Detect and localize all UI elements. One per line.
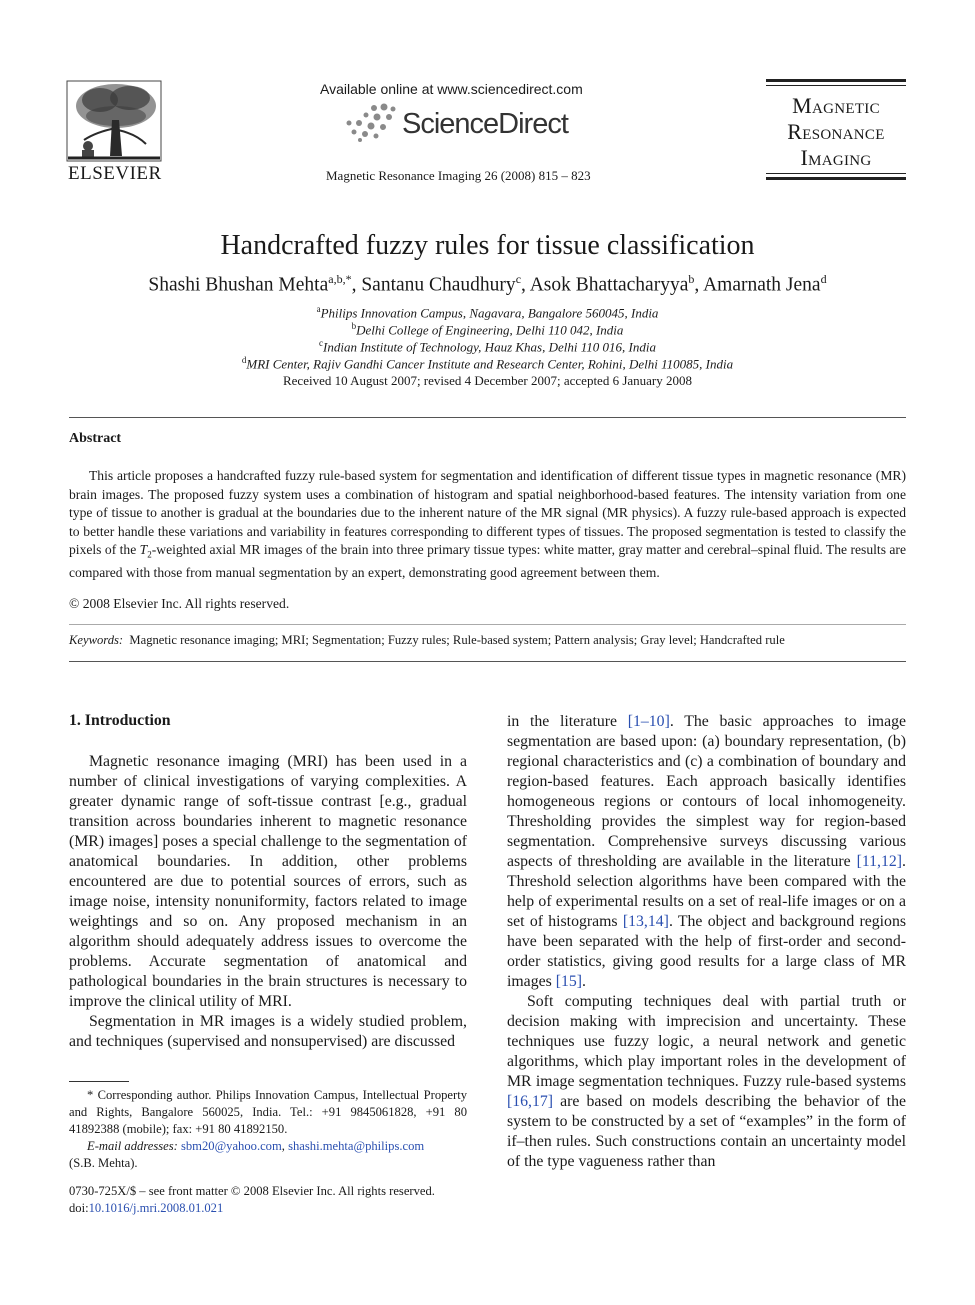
author-list: Shashi Bhushan Mehta$^{a,b,*}$, Santanu Chaudhury$^c$, Asok Bhattacharyya$^b$, Amarnath Jena$^d$ [148,272,827,296]
paragraph-text: . The basic approaches to image segmentation are based upon: (a) boundary representation, (b) regional characteristics and (c) a combination of boundary and region-based features. Each approach basically identifies homogeneous regions or contours of local inhomogeneity. Thresholding provides the simplest way for region-based segmentation. Comprehensive surveys discussing various aspects of thresholding are available in the literature [507,713,906,870]
front-matter [69,1183,435,1217]
received-dates: Received 10 August 2007; revised 4 December 2007; accepted 6 January 2008 [282,373,693,388]
affiliation-mark: d [241,355,247,365]
affiliation-text: Delhi College of Engineering, Delhi 110 042, India [356,322,624,338]
abstract-heading: Abstract [69,431,122,446]
abstract-copyright: © 2008 Elsevier Inc. All rights reserved. [69,596,290,611]
email-link[interactable]: sbm20@yahoo.com [180,1139,282,1153]
divider [69,417,906,418]
author-marks: b [688,272,695,286]
paragraph-text: . [582,973,586,990]
paragraph-text: in the literature [507,713,628,730]
footnote [69,1087,467,1172]
divider [69,661,906,662]
email-owner: (S.B. Mehta). [69,1156,138,1170]
journal-logo-line: Imaging [800,145,872,170]
email-line [69,1138,467,1155]
keywords [69,633,785,648]
publisher-name: ELSEVIER [68,163,162,184]
journal-logo [766,79,906,180]
journal-logo-line: Magnetic [792,93,880,118]
paragraph-text: . Threshold selection algorithms have been compared with the help of experimental results on a set of real-life images or on a set of histograms [507,853,906,930]
keywords-list: Magnetic resonance imaging; MRI; Segmentation; Fuzzy rules; Rule-based system; Pattern analysis; Gray level; Handcrafted rule [129,633,785,647]
affiliation-text: MRI Center, Rajiv Gandhi Cancer Institute and Research Center, Rohini, Delhi 110085, India [246,356,734,372]
divider [69,624,906,625]
affiliation [0,355,975,372]
right-column [507,712,906,1172]
author-name: Asok Bhattacharyya [529,274,689,296]
affiliation [0,321,975,338]
sciencedirect-wordmark: ScienceDirect [402,108,568,140]
affiliation [0,304,975,321]
abstract-text [69,467,906,583]
author-name: Santanu Chaudhury [361,274,516,296]
email-separator: , [281,1139,289,1153]
article-title: Handcrafted fuzzy rules for tissue classification [220,230,755,261]
elsevier-tree-logo [66,80,162,162]
sciencedirect-dots-icon [344,103,396,143]
journal-citation: Magnetic Resonance Imaging 26 (2008) 815 – 823 [326,168,591,183]
t2-symbol: T [139,542,148,557]
available-online-text: Available online at www.sciencedirect.com [320,81,583,97]
t2-subscript: 2 [147,549,152,560]
affiliation [0,338,975,355]
affiliation-mark: c [319,338,324,348]
citation-link[interactable]: [1–10] [627,713,670,730]
email-link[interactable]: shashi.mehta@philips.com [288,1139,425,1153]
paragraph [507,712,906,992]
footnote-divider [69,1081,129,1082]
paragraph-text: . The object and background regions have been separated with the help of first-order and second-order statistics, giving good results for a large class of MR images [507,913,906,990]
author-marks: c [515,272,522,286]
keywords-label: Keywords: [69,633,124,647]
left-column [69,752,467,1052]
affiliation-text: Indian Institute of Technology, Hauz Khas, Delhi 110 016, India [323,339,656,355]
paragraph-text: Soft computing techniques deal with partial truth or decision making with imprecision and uncertainty. These techniques use fuzzy logic, a neural network and genetic algorithms, which play important roles in the development of MR image segmentation techniques. Fuzzy rule-based systems [507,993,906,1090]
citation-link[interactable]: [16,17] [507,1093,554,1110]
affiliation-text: Philips Innovation Campus, Nagavara, Bangalore 560045, India [320,305,659,321]
journal-logo-title [766,93,906,171]
author-marks: d [820,272,827,286]
doi-label: doi: [69,1201,89,1215]
author-name: Shashi Bhushan Mehta [148,274,329,296]
paragraph: Segmentation in MR images is a widely studied problem, and techniques (supervised and nonsupervised) are discussed [69,1013,467,1050]
abstract-text-part: This article proposes a handcrafted fuzzy rule-based system for segmentation and identification of different tissue types in magnetic resonance (MR) brain images. The proposed fuzzy system uses a combination of histogram and spatial neighborhood-based features. The intensity variation from one type of tissue to another is gradual at the boundaries due to the inherent nature of the MR signal (MR physics). A fuzzy rule-based approach is expected to better handle these variations and variability in features corresponding to different types of tissues. The proposed segmentation is tested to classify the pixels of the [69,468,906,557]
citation-link[interactable]: [15] [555,973,583,990]
email-label: E-mail addresses: [87,1139,178,1153]
issn-line: 0730-725X/$ – see front matter © 2008 Elsevier Inc. All rights reserved. [69,1184,435,1198]
author-name: Amarnath Jena [703,274,821,296]
citation-link[interactable]: [13,14] [622,913,669,930]
abstract-text-part: -weighted axial MR images of the brain into three primary tissue types: white matter, gray matter and cerebral–spinal fluid. The results are compared with those from manual segmentation by an expert, demonstrating good agreement between them. [69,542,906,581]
paragraph [507,992,906,1172]
citation-link[interactable]: [11,12] [856,853,903,870]
paragraph-text: are based on models describing the behavior of the system to be constructed by a set of “examples” in the form of if–then rules. Such constructions contain an uncertainty model of the type vagueness rather than [507,1093,906,1170]
affiliation-mark: a [316,304,321,314]
section-heading: 1. Introduction [69,712,171,729]
journal-logo-line: Resonance [787,119,885,144]
paragraph: Magnetic resonance imaging (MRI) has been used in a number of clinical investigations of varying complexities. A greater dynamic range of soft-tissue contrast [e.g., gradual transition across boundaries inherent to magnetic resonance (MR) images] poses a special challenge to the segmentation of anatomical boundaries. In addition, other problems encountered are due to potential sources of errors, such as image noise, intensity nonuniformity, factors related to image weightings and so on. Any proposed mechanism in an algorithm should adequately address issues to overcome the problems. Accurate segmentation of anatomical and pathological boundaries in the brain structures is necessary to improve the clinical utility of MRI. [69,753,467,1010]
doi-line [69,1200,435,1217]
affiliation-mark: b [351,321,357,331]
doi-link[interactable]: 10.1016/j.mri.2008.01.021 [88,1201,224,1215]
corresponding-author-note: * Corresponding author. Philips Innovation Campus, Intellectual Property and Rights, Bangalore 560025, India. Tel.: +91 9845061828, +91 80 41892388 (mobile); fax: +91 80 41892150. [69,1088,467,1136]
author-marks: a,b,* [328,272,352,286]
